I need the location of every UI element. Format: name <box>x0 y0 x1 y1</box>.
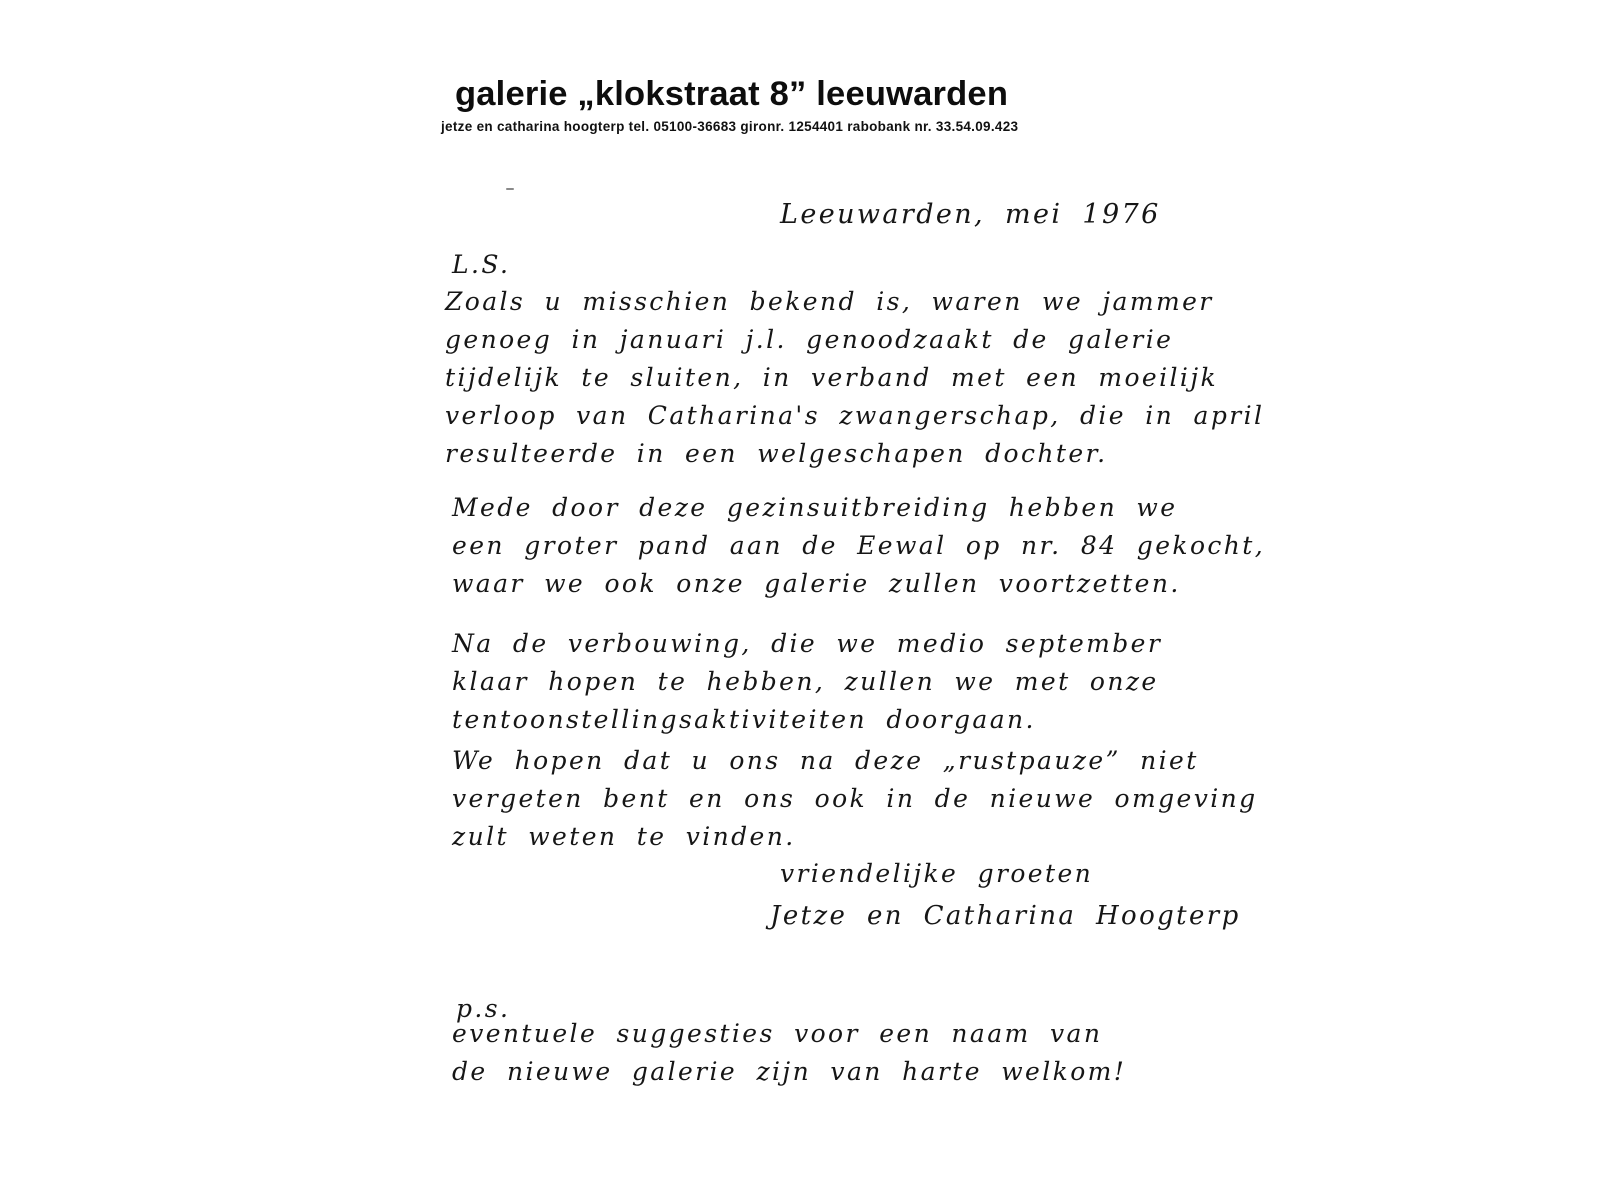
salutation-text: L.S. <box>452 250 511 279</box>
letter-closing <box>780 855 1093 893</box>
paragraph-line: resulteerde in een welgeschapen dochter. <box>445 439 1108 468</box>
paragraph-line: genoeg in januari j.l. genoodzaakt de galerie <box>445 325 1174 354</box>
letter-signature <box>770 897 1241 935</box>
paragraph-1 <box>445 283 1264 473</box>
ps-line: eventuele suggesties voor een naam van <box>452 1019 1103 1048</box>
paragraph-line: klaar hopen te hebben, zullen we met onze <box>452 667 1159 696</box>
paragraph-line: vergeten bent en ons ook in de nieuwe omgeving <box>452 784 1258 813</box>
paragraph-line: zult weten te vinden. <box>452 822 796 851</box>
letter-salutation <box>452 246 510 284</box>
paragraph-line: tijdelijk te sluiten, in verband met een moeilijk <box>445 363 1219 392</box>
date-text: Leeuwarden, mei 1976 <box>780 199 1161 230</box>
paragraph-4 <box>452 742 1258 856</box>
paragraph-line: Zoals u misschien bekend is, waren we jammer <box>445 287 1214 316</box>
postscript-text <box>452 1015 1126 1091</box>
signature-text: Jetze en Catharina Hoogterp <box>770 901 1241 931</box>
letterhead-contact-line: jetze en catharina hoogterp tel. 05100-36683 gironr. 1254401 rabobank nr. 33.54.09.423 <box>441 119 1019 134</box>
letter-date <box>780 196 1161 234</box>
paragraph-line: verloop van Catharina's zwangerschap, die in april <box>445 401 1265 430</box>
paragraph-line: Mede door deze gezinsuitbreiding hebben we <box>452 493 1178 522</box>
letterhead-title: galerie „klokstraat 8” leeuwarden <box>455 75 1009 113</box>
paragraph-line: tentoonstellingsaktiviteiten doorgaan. <box>452 705 1036 734</box>
ps-label-text: p.s. <box>456 994 511 1023</box>
paragraph-line: waar we ook onze galerie zullen voortzetten. <box>452 569 1181 598</box>
paragraph-line: een groter pand aan de Eewal op nr. 84 gekocht, <box>452 531 1266 560</box>
ps-line: de nieuwe galerie zijn van harte welkom! <box>452 1057 1127 1086</box>
paper-speck <box>506 188 514 190</box>
paragraph-3 <box>452 625 1162 739</box>
paragraph-line: We hopen dat u ons na deze „rustpauze” niet <box>452 746 1199 775</box>
closing-text: vriendelijke groeten <box>780 859 1094 888</box>
paragraph-line: Na de verbouwing, die we medio september <box>452 629 1163 658</box>
paragraph-2 <box>452 489 1265 603</box>
